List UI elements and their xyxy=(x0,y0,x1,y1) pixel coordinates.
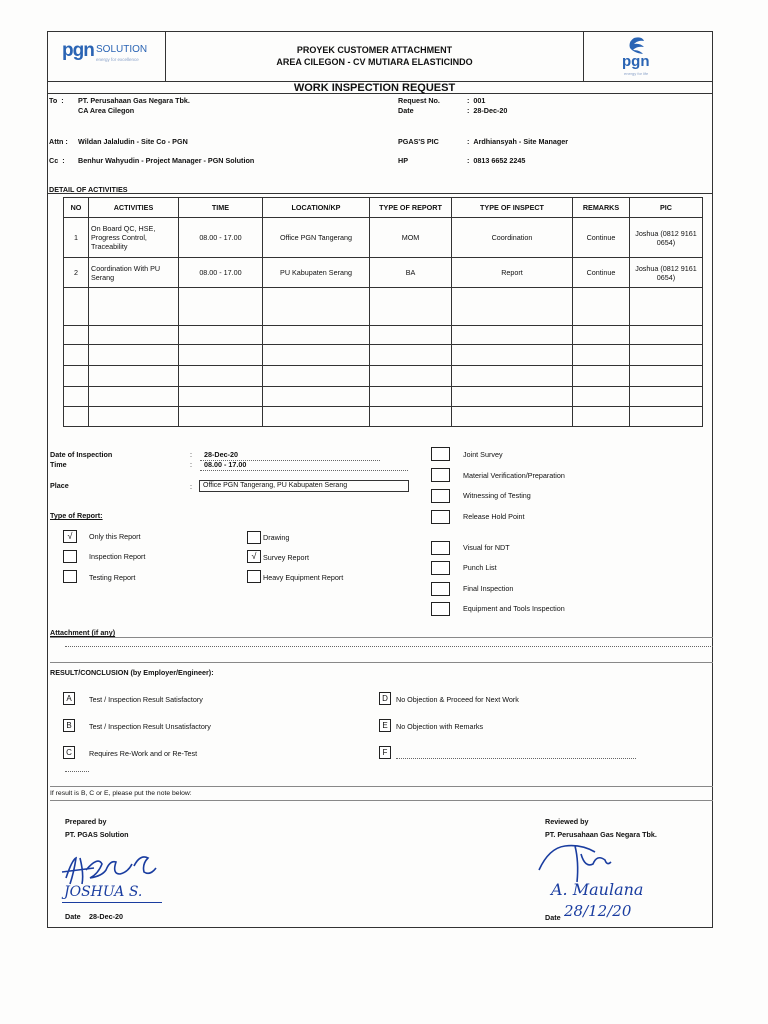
date-label: Date xyxy=(398,106,414,115)
cell-pic: Joshua (0812 9161 0654) xyxy=(630,218,703,258)
result-c-label: Requires Re-Work and or Re-Test xyxy=(89,749,198,758)
col-header-type-of-report: TYPE OF REPORT xyxy=(370,198,452,218)
activities-top-line xyxy=(47,193,713,194)
attn-label-text: Attn xyxy=(49,137,64,146)
final-inspection-label: Final Inspection xyxy=(463,584,514,593)
result-f-box[interactable]: F xyxy=(379,746,391,759)
attn-value: Wildan Jalaludin - Site Co - PGN xyxy=(78,137,188,146)
testing-report-label: Testing Report xyxy=(89,573,136,582)
cell-activity: On Board QC, HSE, Progress Control, Traceability xyxy=(89,218,179,258)
attn-label: Attn : xyxy=(49,137,68,146)
attachment-line-1 xyxy=(50,637,713,638)
cell-remarks: Continue xyxy=(573,218,630,258)
result-divider xyxy=(50,786,713,787)
survey-report-checkbox[interactable]: √ xyxy=(247,550,261,563)
table-row-empty xyxy=(64,288,703,326)
testing-report-checkbox[interactable] xyxy=(63,570,77,583)
table-row-empty xyxy=(64,326,703,345)
pgn-logo xyxy=(620,34,660,78)
inspection-time-value: 08.00 - 17.00 xyxy=(204,460,247,469)
inspection-place-label: Place xyxy=(50,481,69,490)
prepared-name: JOSHUA S. xyxy=(64,884,143,900)
cell-no: 2 xyxy=(64,258,89,288)
attachment-line-2 xyxy=(65,646,713,647)
only-this-report-label: Only this Report xyxy=(89,532,141,541)
table-header-row xyxy=(64,198,703,218)
activities-table xyxy=(63,197,703,427)
time-underline xyxy=(200,470,408,471)
header-divider-left xyxy=(165,31,166,81)
note-line xyxy=(50,800,713,801)
cc-label: Cc : xyxy=(49,156,65,165)
result-a-label: Test / Inspection Result Satisfactory xyxy=(89,695,203,704)
signature-joshua-icon xyxy=(58,850,178,910)
cell-report: BA xyxy=(370,258,452,288)
result-f-line xyxy=(396,758,636,759)
reviewed-company: PT. Perusahaan Gas Negara Tbk. xyxy=(545,830,657,839)
heavy-equipment-report-label: Heavy Equipment Report xyxy=(263,573,344,582)
inspection-report-checkbox[interactable] xyxy=(63,550,77,563)
prepared-date-label: Date xyxy=(65,912,81,921)
pgas-pic-text: Ardhiansyah - Site Manager xyxy=(473,137,569,146)
activities-section-title: DETAIL OF ACTIVITIES xyxy=(49,185,128,194)
cell-location: Office PGN Tangerang xyxy=(263,218,370,258)
hp-value: : 0813 6652 2245 xyxy=(467,156,526,165)
project-title-line2: AREA CILEGON - CV MUTIARA ELASTICINDO xyxy=(276,57,473,67)
prepared-name-underline xyxy=(62,902,162,903)
cell-time: 08.00 - 17.00 xyxy=(179,258,263,288)
result-a-box[interactable]: A xyxy=(63,692,75,705)
drawing-checkbox[interactable] xyxy=(247,531,261,544)
cell-time: 08.00 - 17.00 xyxy=(179,218,263,258)
cell-activity: Coordination With PU Serang xyxy=(89,258,179,288)
result-extra-line xyxy=(65,771,89,772)
cc-label-text: Cc xyxy=(49,156,59,165)
table-row xyxy=(64,218,703,258)
hp-text: 0813 6652 2245 xyxy=(473,156,526,165)
col-header-remarks: REMARKS xyxy=(573,198,630,218)
form-title: WORK INSPECTION REQUEST xyxy=(293,82,456,94)
cell-no: 1 xyxy=(64,218,89,258)
witnessing-testing-label: Witnessing of Testing xyxy=(463,491,531,500)
inspection-place-colon: : xyxy=(190,482,192,491)
type-of-report-title: Type of Report: xyxy=(50,511,103,520)
reviewed-by-label: Reviewed by xyxy=(545,817,589,826)
to-label-text: To xyxy=(49,96,58,105)
cell-inspect: Report xyxy=(452,258,573,288)
heavy-equipment-report-checkbox[interactable] xyxy=(247,570,261,583)
release-hold-point-checkbox[interactable] xyxy=(431,510,450,524)
date-text: 28-Dec-20 xyxy=(473,106,508,115)
table-row-empty xyxy=(64,407,703,427)
prepared-by-label: Prepared by xyxy=(65,817,107,826)
only-this-report-checkbox[interactable]: √ xyxy=(63,530,77,543)
inspection-report-label: Inspection Report xyxy=(89,552,146,561)
col-header-location: LOCATION/KP xyxy=(263,198,370,218)
cell-report: MOM xyxy=(370,218,452,258)
cell-remarks: Continue xyxy=(573,258,630,288)
inspection-time-colon: : xyxy=(190,460,192,469)
header-divider-right xyxy=(583,31,584,81)
table-row xyxy=(64,258,703,288)
material-verification-label: Material Verification/Preparation xyxy=(463,471,565,480)
release-hold-point-label: Release Hold Point xyxy=(463,512,525,521)
col-header-time: TIME xyxy=(179,198,263,218)
joint-survey-checkbox[interactable] xyxy=(431,447,450,461)
request-no-value: : 001 xyxy=(467,96,486,105)
to-value-line1: PT. Perusahaan Gas Negara Tbk. xyxy=(78,96,190,105)
cc-value: Benhur Wahyudin - Project Manager - PGN Solution xyxy=(78,156,255,165)
col-header-no: NO xyxy=(64,198,89,218)
drawing-label: Drawing xyxy=(263,533,290,542)
witnessing-testing-checkbox[interactable] xyxy=(431,489,450,503)
equipment-tools-checkbox[interactable] xyxy=(431,602,450,616)
cell-location: PU Kabupaten Serang xyxy=(263,258,370,288)
survey-report-label: Survey Report xyxy=(263,553,309,562)
result-note: If result is B, C or E, please put the note below: xyxy=(50,790,192,797)
inspection-date-value: 28-Dec-20 xyxy=(204,450,238,459)
prepared-company: PT. PGAS Solution xyxy=(65,830,129,839)
result-d-label: No Objection & Proceed for Next Work xyxy=(396,695,519,704)
result-b-label: Test / Inspection Result Unsatisfactory xyxy=(89,722,211,731)
visual-ndt-label: Visual for NDT xyxy=(463,543,510,552)
joint-survey-label: Joint Survey xyxy=(463,450,503,459)
to-value-line2: CA Area Cilegon xyxy=(78,106,135,115)
equipment-tools-label: Equipment and Tools Inspection xyxy=(463,604,565,613)
request-no-text: 001 xyxy=(473,96,486,105)
reviewed-name: A. Maulana xyxy=(551,880,644,899)
attachment-line-3 xyxy=(50,662,713,663)
result-e-box[interactable]: E xyxy=(379,719,391,732)
request-no-label: Request No. xyxy=(398,96,440,105)
col-header-pic: PIC xyxy=(630,198,703,218)
final-inspection-checkbox[interactable] xyxy=(431,582,450,596)
logo-pgn-text: pgn xyxy=(62,40,94,61)
to-label: To : xyxy=(49,96,64,105)
result-e-label: No Objection with Remarks xyxy=(396,722,484,731)
col-header-type-of-inspect: TYPE OF INSPECT xyxy=(452,198,573,218)
hp-label: HP xyxy=(398,156,408,165)
reviewed-date-label: Date xyxy=(545,913,561,922)
table-row-empty xyxy=(64,387,703,407)
prepared-signature xyxy=(58,850,178,910)
cell-inspect: Coordination xyxy=(452,218,573,258)
visual-ndt-checkbox[interactable] xyxy=(431,541,450,555)
logo-tagline: energy for excellence xyxy=(96,57,139,62)
pgas-pic-label: PGAS'S PIC xyxy=(398,137,439,146)
inspection-date-label: Date of Inspection xyxy=(50,450,113,459)
project-title-line1: PROYEK CUSTOMER ATTACHMENT xyxy=(296,45,453,55)
inspection-time-label: Time xyxy=(50,460,67,469)
result-d-box[interactable]: D xyxy=(379,692,391,705)
logo-solution-text: SOLUTION xyxy=(96,44,148,55)
reviewed-date-value: 28/12/20 xyxy=(564,902,632,920)
place-field[interactable]: Office PGN Tangerang, PU Kabupaten Serang xyxy=(199,480,409,492)
inspection-date-colon: : xyxy=(190,450,192,459)
logo-right-tagline: energy for life xyxy=(624,71,649,76)
result-title: RESULT/CONCLUSION (by Employer/Engineer): xyxy=(50,668,214,677)
prepared-date-value: 28-Dec-20 xyxy=(89,912,123,921)
logo-pgn-right-text: pgn xyxy=(622,53,650,70)
pgn-solution-logo xyxy=(62,40,162,70)
pgas-pic-value: : Ardhiansyah - Site Manager xyxy=(467,137,569,146)
punch-list-label: Punch List xyxy=(463,563,497,572)
material-verification-checkbox[interactable] xyxy=(431,468,450,482)
date-value: : 28-Dec-20 xyxy=(467,106,508,115)
cell-pic: Joshua (0812 9161 0654) xyxy=(630,258,703,288)
table-row-empty xyxy=(64,345,703,366)
punch-list-checkbox[interactable] xyxy=(431,561,450,575)
result-b-box[interactable]: B xyxy=(63,719,75,732)
result-c-box[interactable]: C xyxy=(63,746,75,759)
table-row-empty xyxy=(64,366,703,387)
attachment-label: Attachment (if any) xyxy=(50,628,116,637)
col-header-activities: ACTIVITIES xyxy=(89,198,179,218)
